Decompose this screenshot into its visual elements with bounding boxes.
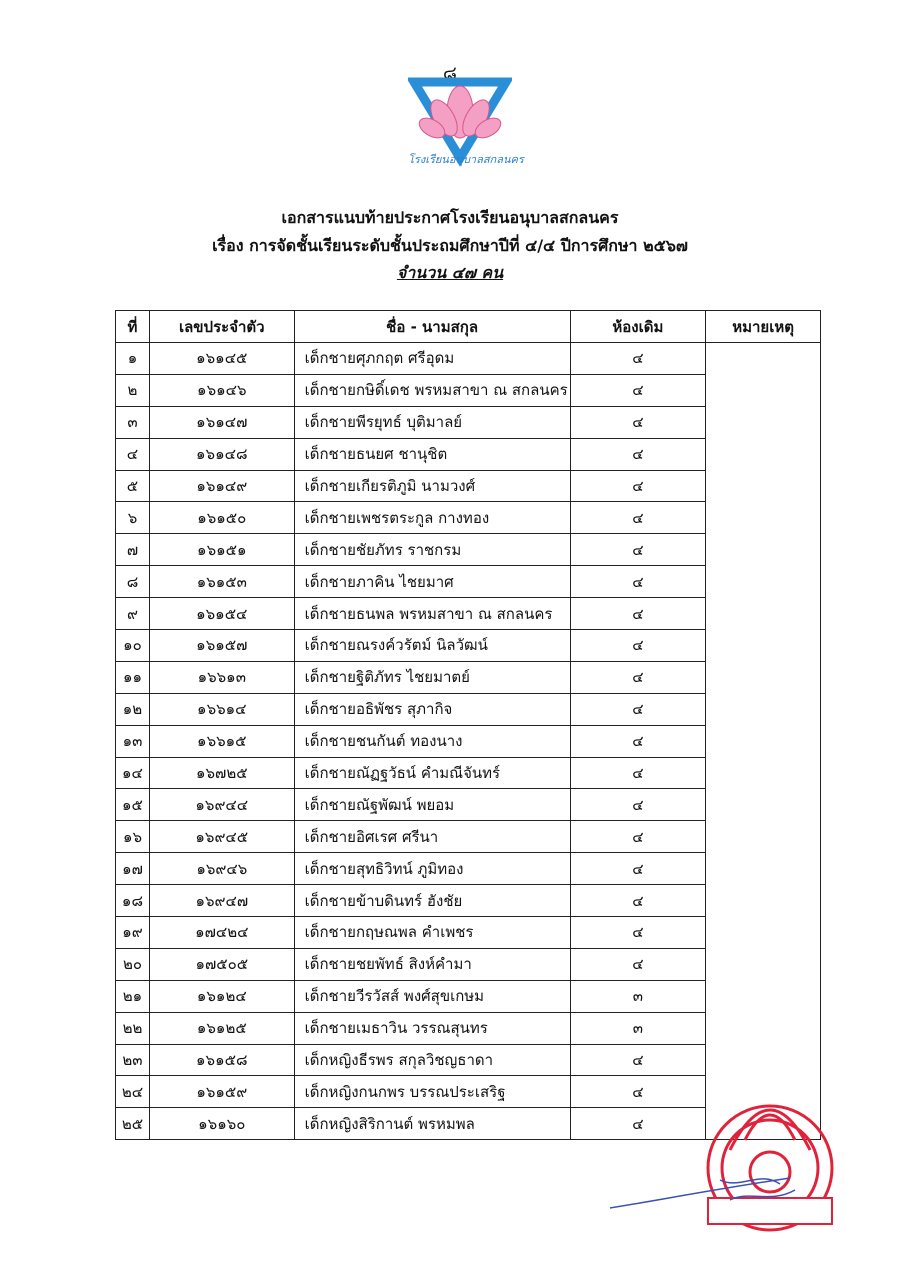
original-room: ๔ xyxy=(570,693,706,725)
row-number: ๒๐ xyxy=(116,948,150,980)
row-number: ๗ xyxy=(116,534,150,566)
row-number: ๑๘ xyxy=(116,885,150,917)
original-room: ๔ xyxy=(570,661,706,693)
student-name: เด็กชายชยพัทธ์ สิงห์คำมา xyxy=(294,948,570,980)
original-room: ๔ xyxy=(570,948,706,980)
student-id: ๑๗๔๒๔ xyxy=(149,917,294,949)
student-id: ๑๖๙๔๔ xyxy=(149,789,294,821)
student-id: ๑๖๖๑๓ xyxy=(149,661,294,693)
row-number: ๒๕ xyxy=(116,1108,150,1140)
student-table xyxy=(115,310,821,1140)
student-id: ๑๖๑๕๗ xyxy=(149,630,294,662)
student-name: เด็กชายเกียรติภูมิ นามวงศ์ xyxy=(294,470,570,502)
original-room: ๔ xyxy=(570,566,706,598)
student-id: ๑๖๗๒๕ xyxy=(149,757,294,789)
student-name: เด็กชายกษิดิ์เดช พรหมสาขา ณ สกลนคร xyxy=(294,374,570,406)
original-room: ๔ xyxy=(570,502,706,534)
student-id: ๑๖๑๕๐ xyxy=(149,502,294,534)
student-id: ๑๖๑๕๓ xyxy=(149,566,294,598)
student-name: เด็กหญิงกนกพร บรรณประเสริฐ xyxy=(294,1076,570,1108)
student-id: ๑๖๑๔๕ xyxy=(149,343,294,375)
student-name: เด็กชายชนกันต์ ทองนาง xyxy=(294,725,570,757)
student-id: ๑๗๕๐๕ xyxy=(149,948,294,980)
student-name: เด็กชายพีรยุทธ์ บุติมาลย์ xyxy=(294,406,570,438)
row-number: ๑๙ xyxy=(116,917,150,949)
column-header-no: ที่ xyxy=(116,311,150,343)
row-number: ๑๑ xyxy=(116,661,150,693)
student-name: เด็กชายธนพล พรหมสาขา ณ สกลนคร xyxy=(294,598,570,630)
student-count-text: จำนวน ๔๗ คน xyxy=(396,263,504,282)
original-room: ๔ xyxy=(570,789,706,821)
row-number: ๑ xyxy=(116,343,150,375)
student-id: ๑๖๑๒๔ xyxy=(149,980,294,1012)
student-id: ๑๖๑๒๕ xyxy=(149,1012,294,1044)
original-room: ๔ xyxy=(570,343,706,375)
column-header-remark: หมายเหตุ xyxy=(706,311,821,343)
original-room: ๔ xyxy=(570,630,706,662)
original-room: ๔ xyxy=(570,757,706,789)
table-row xyxy=(116,343,821,375)
row-number: ๒๑ xyxy=(116,980,150,1012)
student-name: เด็กชายข้าบดินทร์ ฮังชัย xyxy=(294,885,570,917)
student-name: เด็กชายชัยภัทร ราชกรม xyxy=(294,534,570,566)
row-number: ๑๐ xyxy=(116,630,150,662)
original-room: ๔ xyxy=(570,725,706,757)
student-count xyxy=(0,261,900,286)
original-room: ๔ xyxy=(570,534,706,566)
student-name: เด็กชายอิศเรศ ศรีนา xyxy=(294,821,570,853)
row-number: ๓ xyxy=(116,406,150,438)
student-name: เด็กชายฐิติภัทร ไชยมาตย์ xyxy=(294,661,570,693)
row-number: ๑๕ xyxy=(116,789,150,821)
original-room: ๔ xyxy=(570,1044,706,1076)
student-name: เด็กชายธนยศ ชานุชิต xyxy=(294,438,570,470)
table-body xyxy=(116,343,821,1140)
row-number: ๑๒ xyxy=(116,693,150,725)
student-id: ๑๖๑๔๖ xyxy=(149,374,294,406)
original-room: ๔ xyxy=(570,470,706,502)
student-id: ๑๖๑๔๙ xyxy=(149,470,294,502)
original-room: ๔ xyxy=(570,821,706,853)
row-number: ๒ xyxy=(116,374,150,406)
row-number: ๔ xyxy=(116,438,150,470)
student-id: ๑๖๙๔๖ xyxy=(149,853,294,885)
original-room: ๓ xyxy=(570,980,706,1012)
student-name: เด็กหญิงธีรพร สกุลวิชญธาดา xyxy=(294,1044,570,1076)
school-logo-text: โรงเรียนอนุบาลสกลนคร xyxy=(408,153,524,166)
student-id: ๑๖๑๕๘ xyxy=(149,1044,294,1076)
student-id: ๑๖๑๔๘ xyxy=(149,438,294,470)
row-number: ๑๗ xyxy=(116,853,150,885)
row-number: ๒๔ xyxy=(116,1076,150,1108)
student-name: เด็กชายณัฐพัฒน์ พยอม xyxy=(294,789,570,821)
row-number: ๘ xyxy=(116,566,150,598)
student-name: เด็กชายศุภกฤต ศรีอุดม xyxy=(294,343,570,375)
student-id: ๑๖๖๑๔ xyxy=(149,693,294,725)
student-name: เด็กชายภาคิน ไชยมาศ xyxy=(294,566,570,598)
student-name: เด็กชายเพชรตระกูล กางทอง xyxy=(294,502,570,534)
row-number: ๒๒ xyxy=(116,1012,150,1044)
original-room: ๔ xyxy=(570,1076,706,1108)
row-number: ๑๖ xyxy=(116,821,150,853)
row-number: ๑๓ xyxy=(116,725,150,757)
student-name: เด็กชายสุทธิวิทน์ ภูมิทอง xyxy=(294,853,570,885)
document-title: เอกสารแนบท้ายประกาศโรงเรียนอนุบาลสกลนคร xyxy=(281,208,619,227)
original-room: ๔ xyxy=(570,885,706,917)
student-name: เด็กหญิงสิริกานต์ พรหมพล xyxy=(294,1108,570,1140)
original-room: ๔ xyxy=(570,374,706,406)
row-number: ๒๓ xyxy=(116,1044,150,1076)
row-number: ๖ xyxy=(116,502,150,534)
original-room: ๓ xyxy=(570,1012,706,1044)
row-number: ๑๔ xyxy=(116,757,150,789)
student-name: เด็กชายณัฏฐวัธน์ คำมณีจันทร์ xyxy=(294,757,570,789)
signature xyxy=(600,1160,800,1220)
row-number: ๙ xyxy=(116,598,150,630)
student-id: ๑๖๑๕๙ xyxy=(149,1076,294,1108)
student-id: ๑๖๑๕๑ xyxy=(149,534,294,566)
student-name: เด็กชายณรงค์วรัตม์ นิลวัฒน์ xyxy=(294,630,570,662)
document-subject: เรื่อง การจัดชั้นเรียนระดับชั้นประถมศึกษาปีที่ ๔/๔ ปีการศึกษา ๒๕๖๗ xyxy=(212,236,688,255)
student-id: ๑๖๑๕๔ xyxy=(149,598,294,630)
original-room: ๔ xyxy=(570,438,706,470)
student-id: ๑๖๙๔๗ xyxy=(149,885,294,917)
page-number: ๘ xyxy=(443,63,457,84)
original-room: ๔ xyxy=(570,406,706,438)
column-header-room: ห้องเดิม xyxy=(570,311,706,343)
student-id: ๑๖๙๔๕ xyxy=(149,821,294,853)
student-id: ๑๖๖๑๕ xyxy=(149,725,294,757)
row-number: ๕ xyxy=(116,470,150,502)
student-id: ๑๖๑๔๗ xyxy=(149,406,294,438)
student-name: เด็กชายวีรวัสส์ พงศ์สุขเกษม xyxy=(294,980,570,1012)
column-header-id: เลขประจำตัว xyxy=(149,311,294,343)
original-room: ๔ xyxy=(570,1108,706,1140)
student-name: เด็กชายกฤษณพล คำเพชร xyxy=(294,917,570,949)
original-room: ๔ xyxy=(570,917,706,949)
original-room: ๔ xyxy=(570,853,706,885)
remark-cell xyxy=(706,343,821,1140)
student-id: ๑๖๑๖๐ xyxy=(149,1108,294,1140)
column-header-name: ชื่อ - นามสกุล xyxy=(294,311,570,343)
student-name: เด็กชายอธิพัชร สุภากิจ xyxy=(294,693,570,725)
original-room: ๔ xyxy=(570,598,706,630)
student-name: เด็กชายเมธาวิน วรรณสุนทร xyxy=(294,1012,570,1044)
table-header-row xyxy=(116,311,821,343)
